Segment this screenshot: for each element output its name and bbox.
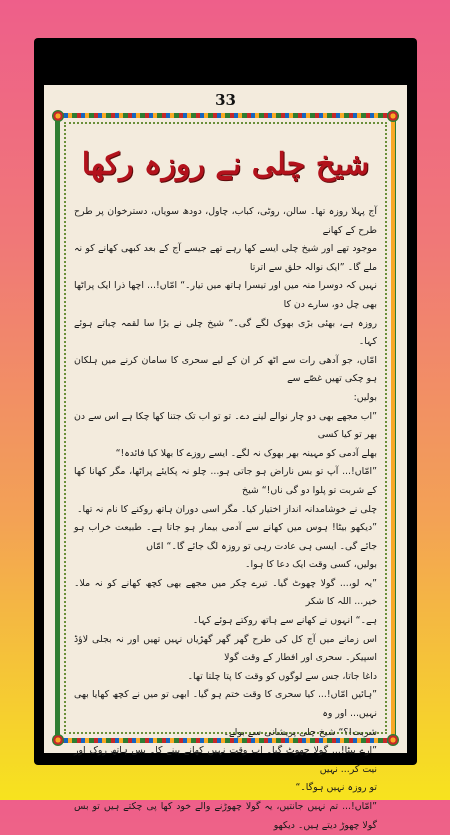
page-number: 33 (215, 91, 236, 109)
text-line: تو روزہ نہیں ہوگا۔“ (295, 782, 377, 794)
text-line: چلی نے خوشامدانہ انداز اختیار کیا۔ مگر اسی دوران ہاتھ روکنے کا نام نہ تھا۔ (77, 503, 377, 515)
text-line: شربت!؟“ شیخ چلی پریشانی سے بولے۔ (223, 726, 377, 738)
corner-ornament-icon (387, 110, 399, 122)
text-line: ”دیکھو بیٹا! ہوس میں کھانے سے آدمی بیمار ہو جاتا ہے۔ طبیعت خراب ہو جائے گی۔ ایسی ہی عادت رہی تو روزہ لگ جائے گا۔“ امّاں (74, 522, 377, 552)
story-text (74, 203, 377, 831)
text-line: بولیں: (353, 391, 377, 403)
text-line: داغا جاتا، جس سے لوگوں کو وقت کا پتا چلتا تھا۔ (187, 670, 377, 682)
corner-ornament-icon (52, 734, 64, 746)
text-line: ”ارے بیٹا!... گولا چھوٹ گیا۔ اب وقت نہیں کھانے پینے کا۔ بس ہاتھ روک اور نیت کر... نہیں (74, 745, 377, 775)
story-title: شیخ چلی نے روزہ رکھا (81, 147, 370, 182)
corner-ornament-icon (387, 734, 399, 746)
text-line: موجود تھے اور شیخ چلی ایسے کھا رہے تھے جیسے آج کے بعد کبھی کھانے کو نہ ملے گا۔ ”ایک نوالہ حلق سے اترتا (74, 243, 377, 273)
book-page (44, 85, 407, 831)
text-line: آج پہلا روزہ تھا۔ سالن، روٹی، کباب، چاول، دودھ سویاں، دسترخوان پر طرح طرح کے کھانے (74, 206, 377, 236)
text-line: ”اب مجھے بھی دو چار نوالے لینے دے۔ تو تو اب تک جتنا کھا چکا ہے اس سے دن بھر تو کیا کسی (74, 410, 377, 441)
text-line: اس زمانے میں آج کل کی طرح گھر گھر گھڑیاں نہیں تھیں اور نہ بجلی لاؤڈ اسپیکر۔ سحری اور افطار کے وقت گولا (74, 633, 377, 664)
text-line: ”امّاں!... آپ تو بس ناراض ہو جاتی ہو... چلو نہ پکایئے پراٹھا، مگر کھانا کھا کے شربت تو پلوا دو گی ناں!“ شیخ (74, 466, 377, 496)
text-line: ”امّاں!... تم نہیں جانتیں، یہ گولا چھوڑنے والے خود کھا پی چکتے ہیں تو بس گولا چھوڑ دیتے ہیں۔ دیکھو (74, 801, 377, 831)
text-line: بھلے آدمی کو مہینہ بھر بھوک نہ لگے۔ ایسے روزے کا بھلا کیا فائدہ!“ (115, 447, 377, 459)
text-line: روزہ ہے، بھئی بڑی بھوک لگے گی۔“ شیخ چلی نے بڑا سا لقمہ چباتے ہوئے کہا۔ (74, 317, 377, 348)
text-line: امّاں، جو آدھی رات سے اٹھ کر ان کے لیے سحری کا سامان کرنے میں ہلکان ہو چکی تھیں غصّے سے (74, 354, 377, 385)
text-line: ”ہائیں امّاں!... کیا سحری کا وقت ختم ہو گیا۔ ابھی تو میں نے کچھ کھایا بھی نہیں... اور وہ (74, 689, 377, 720)
corner-ornament-icon (52, 110, 64, 122)
text-line: ہے۔“ انہوں نے کھانے سے ہاتھ روکتے ہوئے کہا۔ (192, 615, 377, 627)
text-line: ”یہ لو،... گولا چھوٹ گیا۔ تیرے چکر میں مجھے بھی کچھ کھانے کو نہ ملا۔ خیر... اللہ کا شکر (74, 577, 377, 608)
text-line: بولیں، کسی وقت ایک دعا کا ہوا۔ (244, 559, 377, 571)
text-line: نہیں کہ دوسرا منہ میں اور تیسرا ہاتھ میں تیار۔“ امّاں!... اچھا ذرا ایک پراٹھا بھی چل دو، سارے دن کا (74, 280, 377, 310)
